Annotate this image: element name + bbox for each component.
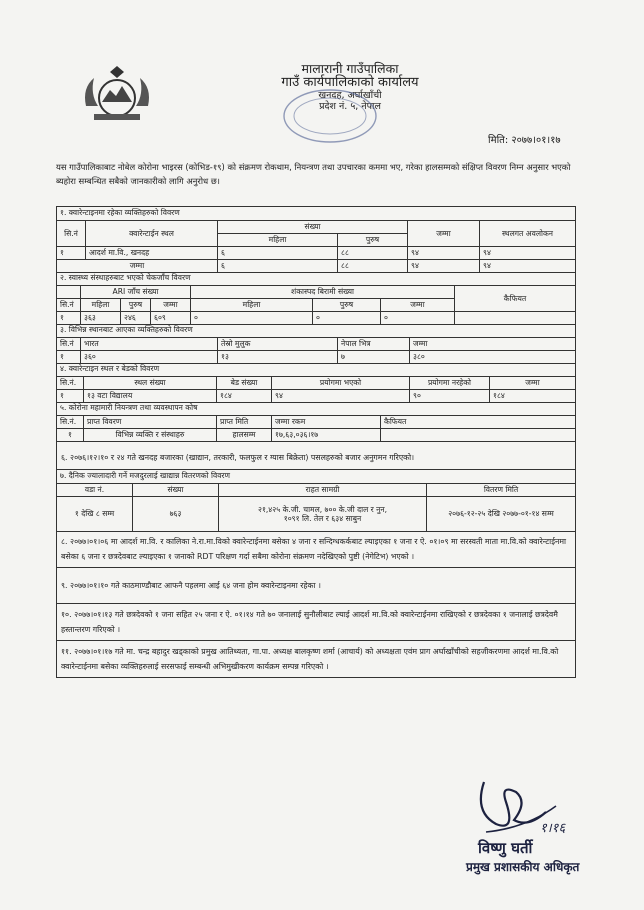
table-row: १ विभिन्न व्यक्ति र संस्थाहरु हालसम्म १७,६३,०३६।१७ — [57, 429, 576, 442]
office-name: गाउँ कार्यपालिकाको कार्यालय — [281, 75, 419, 91]
arrivals-table: सि.नं भारत तेस्रो मुलुक नेपाल भित्र जम्मा १ ३६० १३ ७ ३८० — [56, 337, 576, 364]
section-7-title: ७. दैनिक ज्यालादारी गर्ने मजदुरलाई खाद्यान्न वितरणको विवरण — [57, 470, 575, 484]
col-female: महिला — [218, 234, 338, 247]
col-remarks: कैफियत — [455, 286, 576, 312]
beds-table: सि.नं. स्थल संख्या बेड संख्या प्रयोगमा भएको प्रयोगमा नरहेको जम्मा १ १३ वटा विद्यालय १८४ ९४ ९० १८४ — [56, 376, 576, 403]
table-row: १ ३६३ २४६ ६०९ ० ० ० — [57, 312, 576, 325]
col-count: संख्या — [218, 221, 408, 234]
office-location: खनदह, अर्घाखाँची — [318, 90, 382, 102]
table-row: १ देखि ८ सम्म ७६३ २१,४२५ के.जी. चामल, ७०० के.जी दाल र नुन, १०९१ लि. तेल र ६३४ साबुन २०७६-१२-२५ देखि २०७७-०१-१४ सम्म — [57, 497, 576, 532]
section-10: १०. २०७७।०१।१३ गते छत्रदेवको १ जना सहित २५ जना र ऐ. ०१।१४ गते ७० जनालाई सुनौलीबाट ल्याई आदर्श मा.वि.को क्वारेन्टाईनमा राखिएको र छत्रदेवका १ जनालाई छत्रदेवमै हस्तान्तरण गरिएको । — [57, 604, 575, 641]
intro-paragraph: यस गाउँपालिकाबाट नोबेल कोरोना भाइरस (कोभिड-१९) को संक्रमण रोकथाम, नियन्त्रण तथा उपचारका कममा भए, गरेका हालसम्मको संक्षिप्त विवरण निम्न अनुसार भएको ब्यहोरा सम्बन्धित सबैको जानकारीको लागि अनुरोध छ। — [56, 162, 571, 186]
table-row: १ आदर्श मा.वि., खनदह ६ ८८ ९४ ९४ — [57, 247, 576, 260]
fund-table: सि.नं. प्राप्त विवरण प्राप्त मिति जम्मा रकम कैफियत १ विभिन्न व्यक्ति र संस्थाहरु हालसम्म १७,६३,०३६।१७ — [56, 415, 576, 442]
section-1-title: १. क्वारेन्टाइनमा रहेका व्यक्तिहरुको विवरण — [57, 207, 575, 221]
total-row: जम्मा ६ ८८ ९४ ९४ — [57, 260, 576, 273]
col-suspect: शंकास्पद बिरामी संख्या — [191, 286, 455, 299]
section-4-title: ४. क्वारेन्टाइन स्थल र बेडको विवरण — [57, 363, 575, 377]
food-distribution-table: वडा नं. संख्या राहत सामग्री वितरण मिति १ देखि ८ सम्म ७६३ २१,४२५ के.जी. चामल, ७०० के.जी दाल र नुन, १०९१ लि. तेल र ६३४ साबुन २०७६-१२-२५ देखि २०७७-०१-१४ सम्म — [56, 483, 576, 532]
report-table — [56, 206, 576, 678]
section-11: ११. २०७७।०१।१७ गते मा. चन्द्र बहादुर खड्काको प्रमुख आतिथ्यता, गा.पा. अध्यक्ष बालकृष्ण शर्मा (आचार्य) को अध्यक्षता एवंम प्राग अर्घाखाँचीको सहजीकरणमा आदर्श मा.वि.को क्वारेन्टाईनमा बसेका व्यक्तिहरुलाई सरसफाई सम्बन्धी अभिमुखीकरण कार्यक्रम सम्पन्न गरिएको । — [61, 647, 559, 671]
signature-date: १।१६ — [540, 821, 566, 836]
table-row: १ १३ वटा विद्यालय १८४ ९४ ९० १८४ — [57, 390, 576, 403]
health-checkup-table: ARI जाँच संख्या शंकास्पद बिरामी संख्या कैफियत सि.नं महिला पुरुष जम्मा महिला पुरुष जम्मा १ ३६३ २४६ ६०९ ० ० ० — [56, 285, 576, 325]
section-2-title: २. स्वास्थ्य संस्थाहरुबाट भएको चेकजाँच विवरण — [57, 272, 575, 286]
col-male: पुरुष — [338, 234, 408, 247]
col-observation: स्थलगत अवलोकन — [480, 221, 576, 247]
section-9: ९. २०७७।०१।१० गते काठमाण्डौबाट आफनै पहलमा आई ६४ जना होम क्वारेन्टाइनमा रहेका । — [57, 568, 575, 604]
quarantine-persons-table — [56, 220, 576, 273]
col-total: जम्मा — [408, 221, 480, 247]
emblem-logo — [80, 66, 154, 126]
section-3-title: ३. विभिन्न स्थानबाट आएका व्यक्तिहरुको विवरण — [57, 324, 575, 338]
municipality-name: मालारानी गाउँपालिका — [301, 61, 399, 76]
section-6: ६. २०७६।१२।१० र २४ गते खनदह बजारका (खाद्यान, तरकारी, फलफुल र ग्यास बिक्रेता) पसलहरुको बजार अनुगमन गरिएको। — [57, 441, 575, 470]
office-stamp — [280, 86, 380, 144]
col-sn: सि.नं — [57, 221, 86, 247]
signatory-name: विष्णु घर्ती — [478, 839, 533, 857]
letter-date: मिति: २०७७।०१।१७ — [488, 135, 561, 146]
province-line: प्रदेश नं. ५, नेपाल — [319, 101, 381, 113]
signatory-title: प्रमुख प्रशासकीय अधिकृत — [466, 860, 580, 874]
section-8: ८. २०७७।०१।०६ मा आदर्श मा.वि. र कालिका ने.रा.मा.विको क्वारेन्टाईनमा बसेका ४ जना र सन्दिग्धकर्कबाट ल्याइएका १ जना र ऐ. ०१।०९ मा सरस्वती माता मा.वि.को क्वारेन्टाईनमा बसेका ६ जना र छत्रदेवबाट ल्याइएका १ जनाको RDT परिक्षण गर्दा सबैमा कोरोना संक्रमण नदेखिएको पुष्टी (नेगेटिभ) भएको । — [57, 531, 575, 568]
table-row: १ ३६० १३ ७ ३८० — [57, 351, 576, 364]
col-ari: ARI जाँच संख्या — [81, 286, 191, 299]
col-place: क्वारेन्टाईन स्थल — [86, 221, 218, 247]
section-5-title: ५. कोरोना महामारी नियन्त्रण तथा व्यवस्थापन कोष — [57, 402, 575, 416]
